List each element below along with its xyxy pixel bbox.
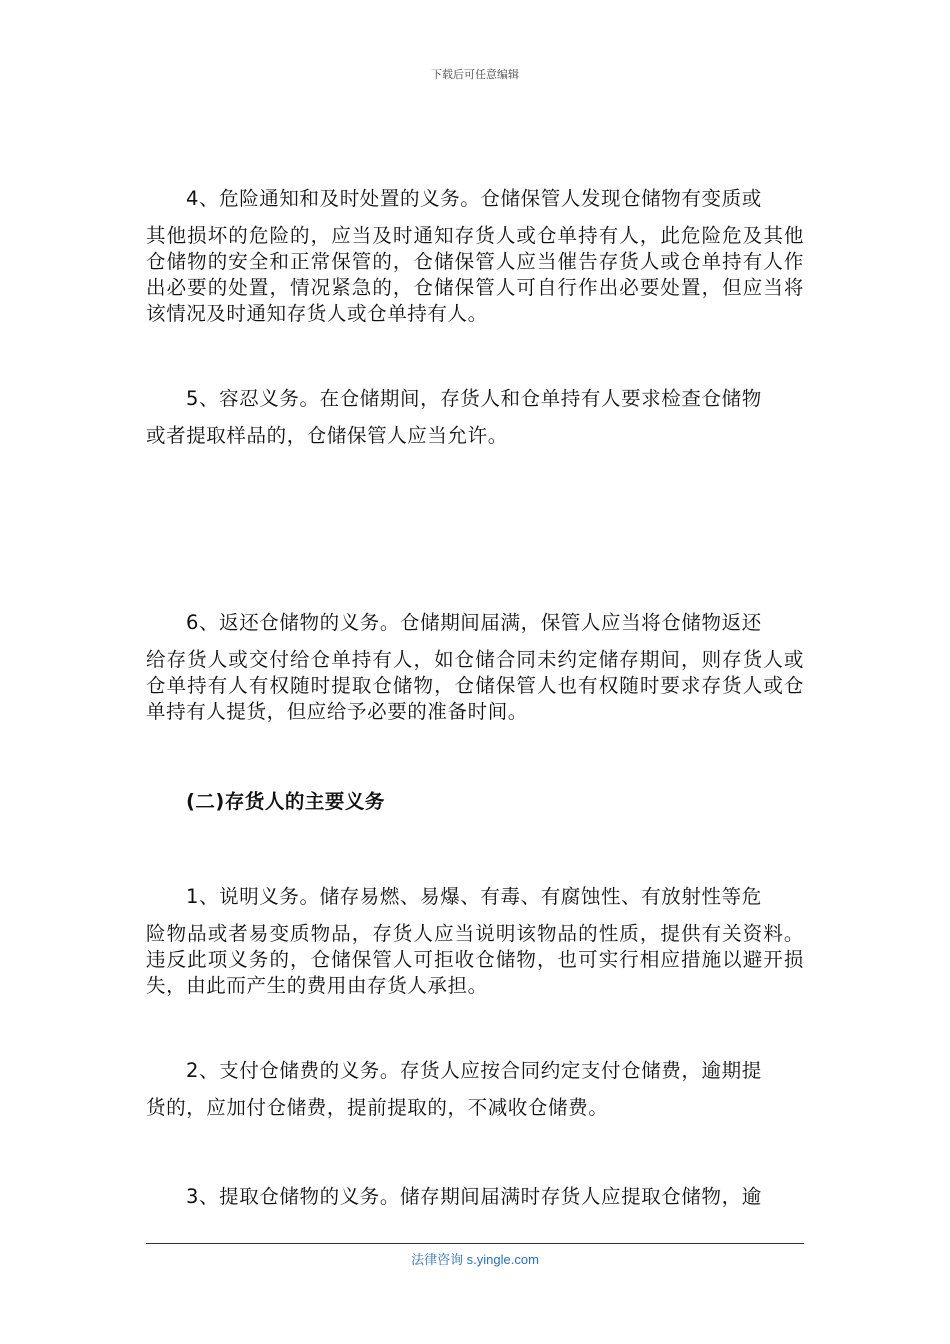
paragraph-danger-notice [146, 186, 804, 327]
paragraph-body: 其他损坏的危险的，应当及时通知存货人或仓单持有人，此危险危及其他仓储物的安全和正常保管的，仓储保管人应当催告存货人或仓单持有人作出必要的处置，情况紧急的，仓储保管人可自行作出必要处置，但应当将该情况及时通知存货人或仓单持有人。 [146, 224, 804, 325]
paragraph-body: 货的，应加付仓储费，提前提取的，不减收仓储费。 [146, 1096, 609, 1119]
paragraph-first-line: 3、提取仓储物的义务。储存期间届满时存货人应提取仓储物，逾 [186, 1185, 762, 1208]
paragraph-body: 给存货人或交付给仓单持有人，如仓储合同未约定储存期间，则存货人或仓单持有人有权随时提取仓储物，仓储保管人也有权随时要求存货人或仓单持有人提货，但应给予必要的准备时间。 [146, 648, 804, 723]
section-heading: (二)存货人的主要义务 [186, 790, 385, 813]
paragraph-body: 险物品或者易变质物品，存货人应当说明该物品的性质，提供有关资料。违反此项义务的，仓储保管人可拒收仓储物，也可实行相应措施以避开损失，由此而产生的费用由存货人承担。 [146, 922, 804, 997]
paragraph-pickup-duty [146, 1184, 804, 1221]
paragraph-body: 或者提取样品的，仓储保管人应当允许。 [146, 424, 508, 447]
paragraph-first-line: 6、返还仓储物的义务。仓储期间届满，保管人应当将仓储物返还 [186, 611, 762, 634]
page-header-note: 下载后可任意编辑 [431, 68, 519, 81]
footer-link[interactable]: 法律咨询 s.yingle.com [411, 1252, 539, 1267]
paragraph-payment-duty [146, 1058, 804, 1121]
paragraph-return-duty [146, 610, 804, 725]
paragraph-first-line: 5、容忍义务。在仓储期间，存货人和仓单持有人要求检查仓储物 [186, 387, 762, 410]
paragraph-tolerance-duty [146, 386, 804, 449]
footer-divider [146, 1243, 804, 1244]
paragraph-first-line: 1、说明义务。储存易燃、易爆、有毒、有腐蚀性、有放射性等危 [186, 885, 762, 908]
paragraph-disclosure-duty [146, 884, 804, 999]
paragraph-first-line: 4、危险通知和及时处置的义务。仓储保管人发现仓储物有变质或 [186, 187, 762, 210]
paragraph-first-line: 2、支付仓储费的义务。存货人应按合同约定支付仓储费，逾期提 [186, 1059, 762, 1082]
